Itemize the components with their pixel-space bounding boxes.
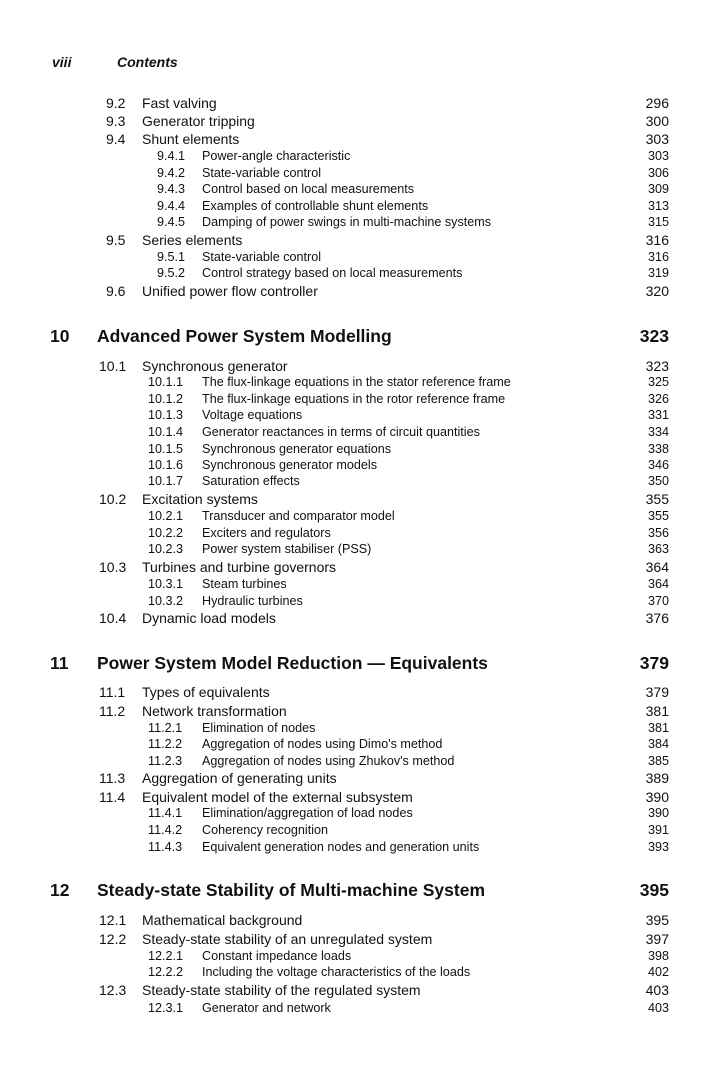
- entry-title: Damping of power swings in multi-machine systems: [202, 215, 492, 229]
- entry-page: 355: [645, 491, 669, 507]
- entry-number: 10.1.1: [148, 375, 184, 389]
- entry-number: 10.1.7: [148, 474, 184, 488]
- entry-title: Steady-state Stability of Multi-machine System: [97, 880, 486, 900]
- entry-page: 363: [647, 542, 669, 556]
- toc-chapter: [0, 880, 720, 900]
- entry-title: Excitation systems: [142, 491, 258, 507]
- entry-number: 11.1: [99, 684, 126, 700]
- entry-title: Types of equivalents: [142, 684, 270, 700]
- entry-title: Aggregation of nodes using Dimo's method: [202, 737, 443, 751]
- entry-title: State-variable control: [202, 250, 322, 264]
- entry-title: The flux-linkage equations in the stator reference frame: [202, 375, 511, 389]
- entry-page: 397: [645, 931, 669, 947]
- entry-page: 393: [647, 840, 669, 854]
- entry-page: 309: [647, 182, 669, 196]
- entry-number: 10.2.3: [148, 542, 184, 556]
- entry-title: Steady-state stability of an unregulated system: [142, 931, 433, 947]
- entry-page: 346: [647, 458, 669, 472]
- toc-chapter: [0, 326, 720, 346]
- entry-page: 334: [647, 425, 669, 439]
- entry-title: Saturation effects: [202, 474, 300, 488]
- entry-title: The flux-linkage equations in the rotor reference frame: [202, 392, 506, 406]
- entry-page: 325: [647, 375, 669, 389]
- toc-section: [0, 682, 720, 702]
- entry-title: Including the voltage characteristics of the loads: [202, 965, 471, 979]
- entry-page: 376: [645, 610, 669, 626]
- toc-section: [0, 281, 720, 301]
- entry-page: 355: [647, 509, 669, 523]
- toc-subsection: [0, 212, 720, 232]
- entry-title: Fast valving: [142, 95, 217, 111]
- entry-page: 326: [647, 392, 669, 406]
- entry-title: Synchronous generator models: [202, 458, 378, 472]
- entry-title: Turbines and turbine governors: [142, 559, 337, 575]
- entry-title: Control based on local measurements: [202, 182, 415, 196]
- entry-page: 391: [647, 823, 669, 837]
- entry-title: Control strategy based on local measurements: [202, 266, 463, 280]
- entry-title: Equivalent generation nodes and generation units: [202, 840, 480, 854]
- entry-page: 379: [639, 653, 669, 673]
- entry-title: Series elements: [142, 232, 243, 248]
- entry-page: 385: [647, 754, 669, 768]
- entry-title: Aggregation of nodes using Zhukov's method: [202, 754, 455, 768]
- entry-number: 9.4.5: [157, 215, 186, 229]
- entry-title: Power-angle characteristic: [202, 149, 351, 163]
- entry-number: 11.2: [99, 703, 126, 719]
- entry-title: Synchronous generator: [142, 358, 288, 374]
- entry-title: Synchronous generator equations: [202, 442, 392, 456]
- entry-number: 9.2: [106, 95, 126, 111]
- entry-number: 12.1: [99, 912, 127, 928]
- entry-number: 11.2.3: [148, 754, 183, 768]
- entry-page: 296: [645, 95, 669, 111]
- entry-number: 12.2.2: [148, 965, 184, 979]
- entry-title: State-variable control: [202, 166, 322, 180]
- entry-page: 364: [645, 559, 669, 575]
- entry-page: 356: [647, 526, 669, 540]
- entry-number: 10.1.3: [148, 408, 184, 422]
- entry-number: 11.4.1: [148, 806, 183, 820]
- entry-title: Network transformation: [142, 703, 287, 719]
- entry-title: Voltage equations: [202, 408, 303, 422]
- entry-title: Advanced Power System Modelling: [97, 326, 392, 346]
- entry-title: Generator and network: [202, 1001, 331, 1015]
- toc-section: [0, 768, 720, 788]
- entry-page: 331: [647, 408, 669, 422]
- entry-page: 381: [647, 721, 669, 735]
- entry-page: 323: [645, 358, 669, 374]
- toc-subsection: [0, 539, 720, 559]
- entry-title: Shunt elements: [142, 131, 240, 147]
- entry-page: 315: [647, 215, 669, 229]
- entry-title: Generator reactances in terms of circuit quantities: [202, 425, 480, 439]
- page-number: viii: [52, 54, 72, 70]
- entry-title: Mathematical background: [142, 912, 303, 928]
- entry-page: 316: [647, 250, 669, 264]
- entry-page: 402: [647, 965, 669, 979]
- entry-number: 9.4.4: [157, 199, 186, 213]
- toc-subsection: [0, 962, 720, 982]
- entry-number: 12: [50, 880, 70, 900]
- entry-page: 390: [647, 806, 669, 820]
- entry-title: Power system stabiliser (PSS): [202, 542, 372, 556]
- entry-page: 313: [647, 199, 669, 213]
- entry-number: 10.3.1: [148, 577, 184, 591]
- entry-page: 398: [647, 949, 669, 963]
- entry-page: 303: [647, 149, 669, 163]
- entry-number: 11.2.2: [148, 737, 183, 751]
- entry-number: 10.4: [99, 610, 127, 626]
- entry-title: Aggregation of generating units: [142, 770, 337, 786]
- entry-page: 364: [647, 577, 669, 591]
- entry-number: 9.4.1: [157, 149, 186, 163]
- entry-page: 370: [647, 594, 669, 608]
- toc-chapter: [0, 653, 720, 673]
- entry-number: 10.2.2: [148, 526, 184, 540]
- toc-section: [0, 111, 720, 131]
- entry-page: 384: [647, 737, 669, 751]
- toc-section: [0, 980, 720, 1000]
- entry-number: 9.3: [106, 113, 126, 129]
- entry-number: 10.1.6: [148, 458, 184, 472]
- entry-title: Coherency recognition: [202, 823, 329, 837]
- entry-title: Steady-state stability of the regulated system: [142, 982, 421, 998]
- entry-page: 389: [645, 770, 669, 786]
- entry-number: 10.1.2: [148, 392, 184, 406]
- entry-number: 10.1.5: [148, 442, 184, 456]
- entry-number: 12.2.1: [148, 949, 184, 963]
- entry-page: 306: [647, 166, 669, 180]
- entry-number: 12.3.1: [148, 1001, 184, 1015]
- entry-number: 10.1: [99, 358, 127, 374]
- entry-title: Constant impedance loads: [202, 949, 352, 963]
- entry-title: Dynamic load models: [142, 610, 276, 626]
- entry-page: 395: [645, 912, 669, 928]
- entry-page: 338: [647, 442, 669, 456]
- entry-title: Equivalent model of the external subsystem: [142, 789, 413, 805]
- entry-page: 403: [647, 1001, 669, 1015]
- entry-page: 379: [645, 684, 669, 700]
- entry-number: 10.3: [99, 559, 127, 575]
- entry-number: 10.2: [99, 491, 127, 507]
- entry-number: 11.4.3: [148, 840, 183, 854]
- entry-page: 403: [645, 982, 669, 998]
- entry-title: Steam turbines: [202, 577, 287, 591]
- entry-page: 319: [647, 266, 669, 280]
- entry-number: 9.5.2: [157, 266, 186, 280]
- entry-number: 9.6: [106, 283, 126, 299]
- entry-title: Transducer and comparator model: [202, 509, 395, 523]
- entry-number: 9.5.1: [157, 250, 186, 264]
- entry-page: 350: [647, 474, 669, 488]
- toc-section: [0, 93, 720, 113]
- entry-number: 10.2.1: [148, 509, 184, 523]
- toc-section: [0, 910, 720, 930]
- entry-number: 12.2: [99, 931, 127, 947]
- entry-title: Examples of controllable shunt elements: [202, 199, 429, 213]
- entry-page: 381: [645, 703, 669, 719]
- entry-page: 303: [645, 131, 669, 147]
- toc-subsection: [0, 998, 720, 1018]
- entry-title: Elimination of nodes: [202, 721, 316, 735]
- entry-number: 11.2.1: [148, 721, 183, 735]
- toc-section: [0, 608, 720, 628]
- entry-title: Generator tripping: [142, 113, 255, 129]
- entry-number: 11.4.2: [148, 823, 183, 837]
- entry-page: 320: [645, 283, 669, 299]
- toc-subsection: [0, 263, 720, 283]
- entry-number: 9.4: [106, 131, 126, 147]
- entry-number: 10: [50, 326, 70, 346]
- entry-title: Exciters and regulators: [202, 526, 331, 540]
- entry-page: 390: [645, 789, 669, 805]
- entry-number: 9.4.2: [157, 166, 186, 180]
- running-header-title: Contents: [117, 54, 178, 70]
- entry-number: 9.5: [106, 232, 126, 248]
- entry-page: 316: [645, 232, 669, 248]
- entry-title: Elimination/aggregation of load nodes: [202, 806, 413, 820]
- entry-number: 10.3.2: [148, 594, 184, 608]
- entry-title: Unified power flow controller: [142, 283, 318, 299]
- entry-number: 12.3: [99, 982, 127, 998]
- entry-page: 323: [639, 326, 669, 346]
- entry-title: Hydraulic turbines: [202, 594, 303, 608]
- entry-number: 10.1.4: [148, 425, 184, 439]
- entry-number: 11.3: [99, 770, 126, 786]
- entry-number: 9.4.3: [157, 182, 186, 196]
- entry-page: 395: [639, 880, 669, 900]
- entry-number: 11: [50, 653, 69, 673]
- toc-subsection: [0, 837, 720, 857]
- entry-page: 300: [645, 113, 669, 129]
- entry-title: Power System Model Reduction — Equivalents: [97, 653, 488, 673]
- toc-subsection: [0, 471, 720, 491]
- entry-number: 11.4: [99, 789, 126, 805]
